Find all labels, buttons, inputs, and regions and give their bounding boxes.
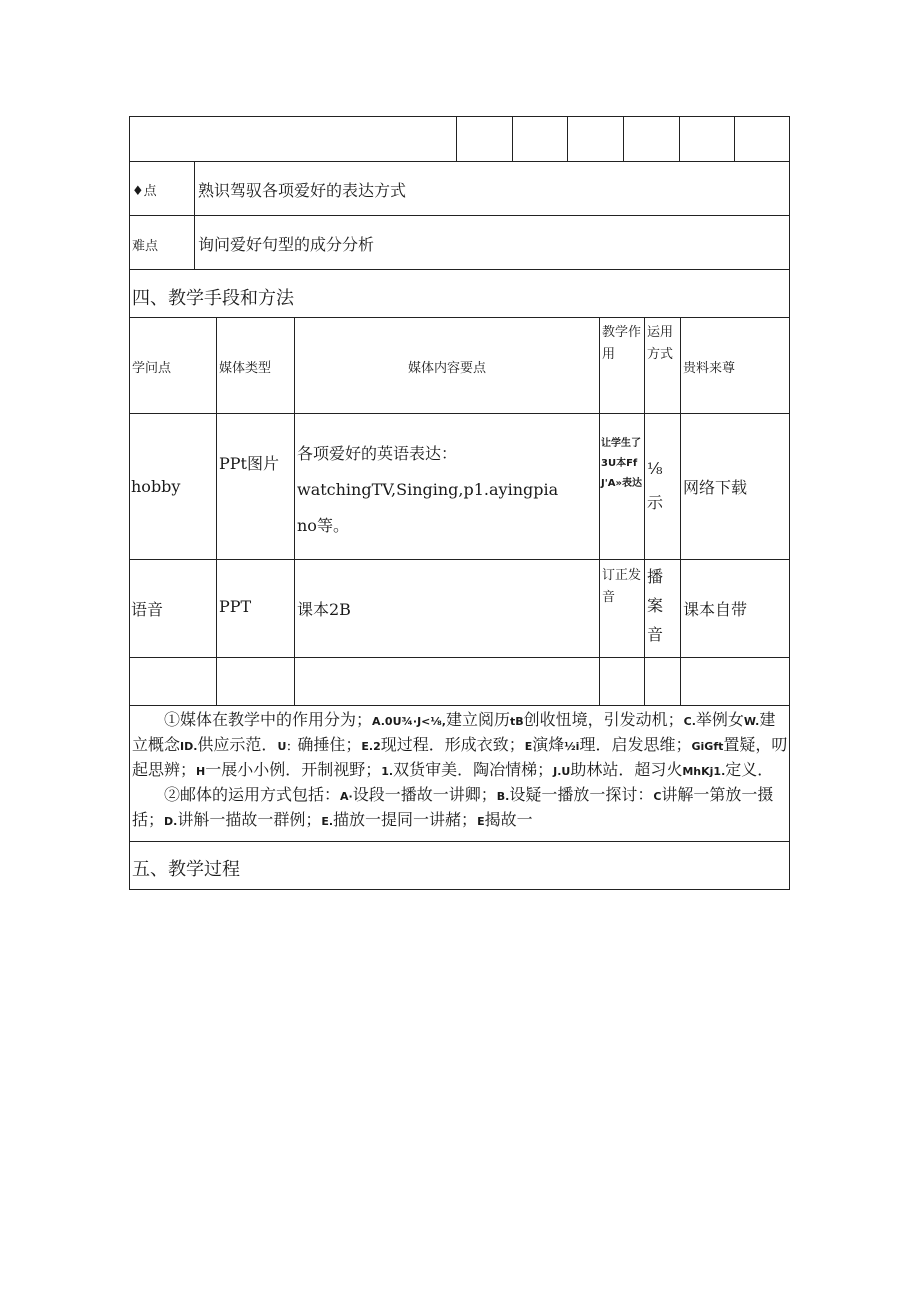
notes-segment: ②邮体的运用方式包括：: [164, 785, 341, 804]
notes-segment: C: [653, 790, 662, 803]
focus-label: ♦点: [132, 184, 157, 199]
lesson-plan-table: [129, 116, 790, 890]
notes-text: [130, 706, 791, 841]
notes-segment: 助林站．超习火: [570, 760, 683, 779]
notes-segment: ID.: [180, 740, 198, 753]
header-point: 学问点: [132, 361, 172, 376]
notes-segment: 揭故一: [484, 810, 533, 829]
notes-segment: 现过程．形成衣致；: [380, 735, 525, 754]
notes-segment: 讲斛一描故一群例；: [177, 810, 322, 829]
section-4-title: 四、教学手段和方法: [132, 288, 294, 309]
notes-segment: U：: [277, 740, 298, 753]
notes-segment: 举例女: [695, 710, 744, 729]
notes-segment: 演烽: [532, 735, 565, 754]
empty-cell: [216, 658, 294, 705]
notes-segment: B.: [496, 790, 510, 803]
notes-segment: A·: [340, 790, 353, 803]
empty-cell: [130, 117, 456, 161]
empty-cell: [644, 658, 680, 705]
header-content: 媒体内容要点: [294, 318, 599, 413]
empty-cell: [679, 117, 734, 161]
empty-cell: [680, 658, 791, 705]
notes-segment: 供应示范．: [197, 735, 278, 754]
notes-segment: 理．启发思维；: [579, 735, 692, 754]
row-point: 语音: [131, 600, 164, 619]
empty-cell: [623, 117, 679, 161]
notes-segment: E: [524, 740, 533, 753]
notes-paragraph-2: [132, 783, 789, 833]
media-header-row: [130, 317, 789, 413]
empty-cell: [734, 117, 791, 161]
notes-segment: E.: [321, 815, 334, 828]
notes-segment: tB: [509, 715, 524, 728]
notes-segment: 置疑，叨起思辨；: [132, 735, 788, 779]
notes-segment: D.: [164, 815, 178, 828]
notes-segment: ①媒体在教学中的作用分为；: [164, 710, 373, 729]
difficulty-text: 询问爱好句型的成分分析: [194, 216, 791, 269]
row-source: 网络下载: [680, 414, 791, 559]
notes-segment: 建立阅历: [445, 710, 510, 729]
row-content-line: watchingTV,Singing,p1.ayingpia: [297, 480, 559, 499]
row-media-type: PPt图片: [216, 414, 294, 559]
row-content-line: 各项爱好的英语表达：: [297, 444, 458, 463]
notes-segment: GiGft: [691, 740, 724, 753]
notes-segment: 建立概念: [132, 710, 776, 754]
row-method: ⅛示: [644, 414, 680, 559]
media-row-hobby: [130, 413, 789, 559]
row-source: 课本自带: [680, 560, 791, 657]
notes-segment: 定义．: [725, 760, 774, 779]
notes-segment: W.: [743, 715, 760, 728]
empty-header-row: [130, 117, 789, 161]
difficulty-label: 难点: [132, 239, 159, 254]
notes-segment: 讲解一第放一摄括；: [132, 785, 774, 829]
notes-segment: 设段一播故一讲卿；: [352, 785, 497, 804]
notes-segment: 一展小小例．开制视野；: [205, 760, 382, 779]
row-content: [294, 414, 599, 559]
header-source: 贵料来尊: [680, 318, 791, 413]
row-role: 订正发音: [599, 560, 644, 657]
notes-row: [130, 705, 789, 841]
notes-segment: 创收忸境，引发动机；: [523, 710, 684, 729]
notes-segment: 设疑一播放一探讨：: [509, 785, 654, 804]
row-role: 让学生了3U本FfJ'A»表达: [599, 414, 644, 559]
section-5-title: 五、教学过程: [132, 859, 240, 880]
header-role: 教学作用: [599, 318, 644, 413]
empty-cell: [130, 658, 216, 705]
row-content: 课本2B: [294, 560, 599, 657]
notes-paragraph-1: [132, 708, 789, 783]
notes-segment: E.2: [361, 740, 381, 753]
notes-segment: 描放一提同一讲赭；: [333, 810, 478, 829]
notes-segment: J.U: [553, 765, 571, 778]
notes-segment: MhKj1.: [682, 765, 726, 778]
header-media-type: 媒体类型: [216, 318, 294, 413]
notes-segment: H: [196, 765, 206, 778]
row-content-line: no等。: [297, 516, 349, 535]
row-point: hobby: [131, 477, 181, 496]
notes-segment: E: [477, 815, 485, 828]
media-row-pronunciation: [130, 559, 789, 657]
notes-segment: 确捶住；: [297, 735, 362, 754]
empty-cell: [599, 658, 644, 705]
focus-text: 熟识驾驭各项爱好的表达方式: [194, 162, 791, 215]
focus-row: [130, 161, 789, 215]
media-row-empty: [130, 657, 789, 705]
notes-segment: 1.: [381, 765, 394, 778]
notes-segment: ½i: [564, 740, 580, 753]
notes-cell: [130, 706, 791, 841]
empty-cell: [456, 117, 512, 161]
empty-cell: [294, 658, 599, 705]
row-media-type: PPT: [216, 560, 294, 657]
empty-cell: [512, 117, 567, 161]
notes-segment: A.0U¾·J<⅛,: [372, 715, 446, 728]
empty-cell: [567, 117, 623, 161]
section-5-row: [130, 841, 789, 889]
notes-segment: C.: [683, 715, 696, 728]
difficulty-row: [130, 215, 789, 269]
section-4-row: [130, 269, 789, 317]
notes-segment: 双货审美．陶冶情梯；: [393, 760, 554, 779]
row-method: 播案音: [644, 560, 680, 657]
header-method: 运用方式: [644, 318, 680, 413]
